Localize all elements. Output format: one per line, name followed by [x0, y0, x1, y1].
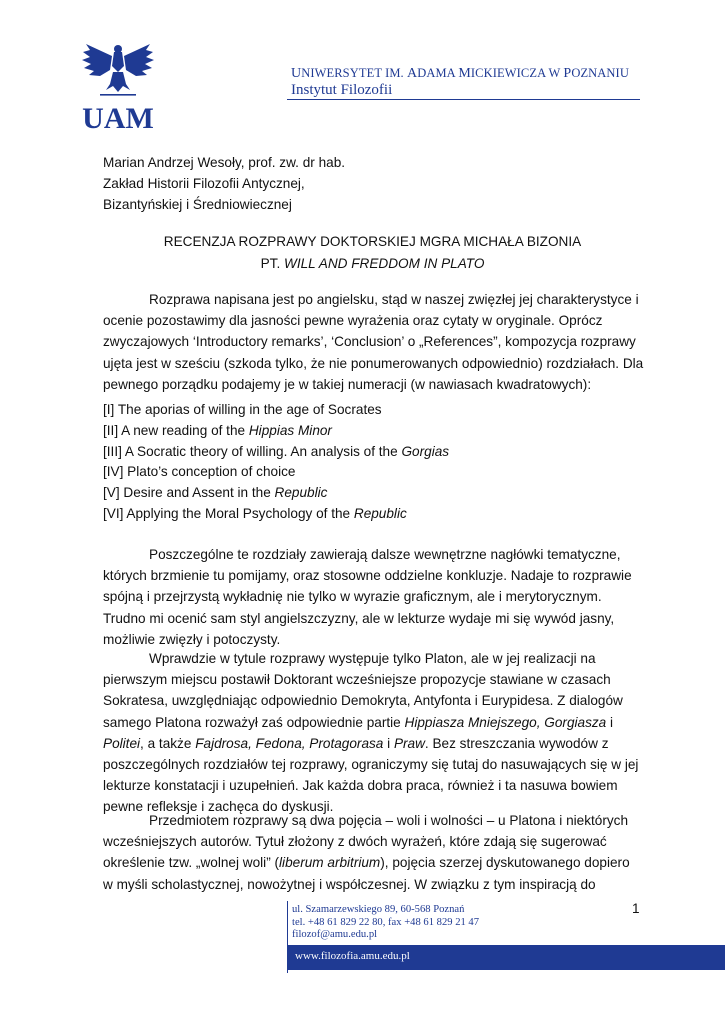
author-block — [103, 152, 345, 215]
chapter-item: [IV] Plato’s conception of choice — [103, 464, 296, 480]
footer-phone: tel. +48 61 829 22 80, fax +48 61 829 21 47 — [292, 916, 480, 928]
chapter-item: [I] The aporias of willing in the age of Socrates — [103, 402, 382, 417]
paragraph-sources: Wprawdzie w tytule rozprawy występuje tylko Platon, ale w jej realizacji na pierwszym miejscu postawił Doktorant wcześniejsze propozycje stawiane w czasach Sokratesa, uwzględniając odpowiednio Demokryta, Antyfonta i Eurypidesa. Z dialogów samego Platona rozważył zaś odpowiednie partie Hippiasza Mniejszego, Gorgiasza i Politei, a także Fajdrosa, Fedona, Protagorasa i Praw. Bez streszczania wywodów z poszczególnych rozdziałów tej rozprawy, ograniczymy się tutaj do nasuwających się w jej lekturze konstatacji i uzupełnień. Jak każda dobra praca, również i ta nasuwa bowiem pewne refleksje i zachęca do dyskusji. — [103, 651, 639, 815]
footer-email[interactable]: filozof@amu.edu.pl — [292, 929, 378, 940]
chapter-list — [103, 400, 449, 525]
page-number: 1 — [632, 901, 640, 916]
paragraph-intro: Rozprawa napisana jest po angielsku, stąd w naszej zwięzłej jej charakterystyce i ocenie pozostawimy dla jasności pewne wyrażenia oraz cytaty w oryginale. Oprócz zwyczajowych ‘Introductory remarks’, ‘Conclusion’ o „References”, kompozycja rozprawy ujęta jest w sześciu (szkoda tylko, że nie ponumerowanych odpowiednio) rozdziałach. Dla pewnego porządku podajemy je w takiej numeracji (w nawiasach kwadratowych): — [103, 292, 644, 392]
svg-text:UAM: UAM — [82, 102, 154, 132]
chapter-item: [III] A Socratic theory of willing. An analysis of the Gorgias — [103, 443, 450, 459]
institute-name: Instytut Filozofii — [291, 82, 393, 98]
chapter-item: [V] Desire and Assent in the Republic — [103, 485, 328, 501]
author-name: Marian Andrzej Wesoły, prof. zw. dr hab. — [103, 155, 346, 170]
footer-address: ul. Szamarzewskiego 89, 60-568 Poznań — [292, 904, 465, 915]
paragraph-subject: Przedmiotem rozprawy są dwa pojęcia – woli i wolności – u Platona i niektórych wcześniejszych autorów. Tytuł złożony z dwóch wyrażeń, które zdają się sugerować określenie tzw. „wolnej woli” (liberum arbitrium), pojęcia szerzej dyskutowanego dopiero w myśli scholastycznej, nowożytnej i współczesnej. W związku z tym inspiracją do — [103, 813, 630, 892]
author-department: Zakład Historii Filozofii Antycznej, — [103, 176, 305, 191]
university-name: UNIWERSYTET IM. ADAMA MICKIEWICZA W POZNANIU — [291, 66, 629, 81]
review-title: RECENZJA ROZPRAWY DOKTORSKIEJ MGRA MICHAŁA BIZONIA — [163, 234, 582, 249]
eagle-crest-icon — [80, 40, 156, 132]
paragraph-structure: Poszczególne te rozdziały zawierają dalsze wewnętrzne nagłówki tematyczne, których brzmienie tu pomijamy, oraz stosowne oddzielne konkluzje. Nadaje to rozprawie spójną i przejrzystą wykładnię nie tylko w wyrazie graficznym, ale i merytorycznym. Trudno mi ocenić sam styl angielszczyzny, ale w lekturze wydaje mi się wywód jasny, możliwie zwięzły i potoczysty. — [103, 547, 632, 647]
review-subtitle: PT. WILL AND FREDDOM IN PLATO — [260, 256, 485, 271]
chapter-item: [VI] Applying the Moral Psychology of the Republic — [103, 505, 407, 521]
footer-web-band — [287, 945, 725, 970]
author-department-cont: Bizantyńskiej i Średniowiecznej — [103, 197, 292, 212]
header-divider — [287, 99, 640, 100]
chapter-item: [II] A new reading of the Hippias Minor — [103, 422, 332, 438]
footer-contact — [292, 904, 479, 942]
university-logo — [80, 40, 156, 132]
footer-website-link[interactable]: www.filozofia.amu.edu.pl — [295, 950, 410, 962]
